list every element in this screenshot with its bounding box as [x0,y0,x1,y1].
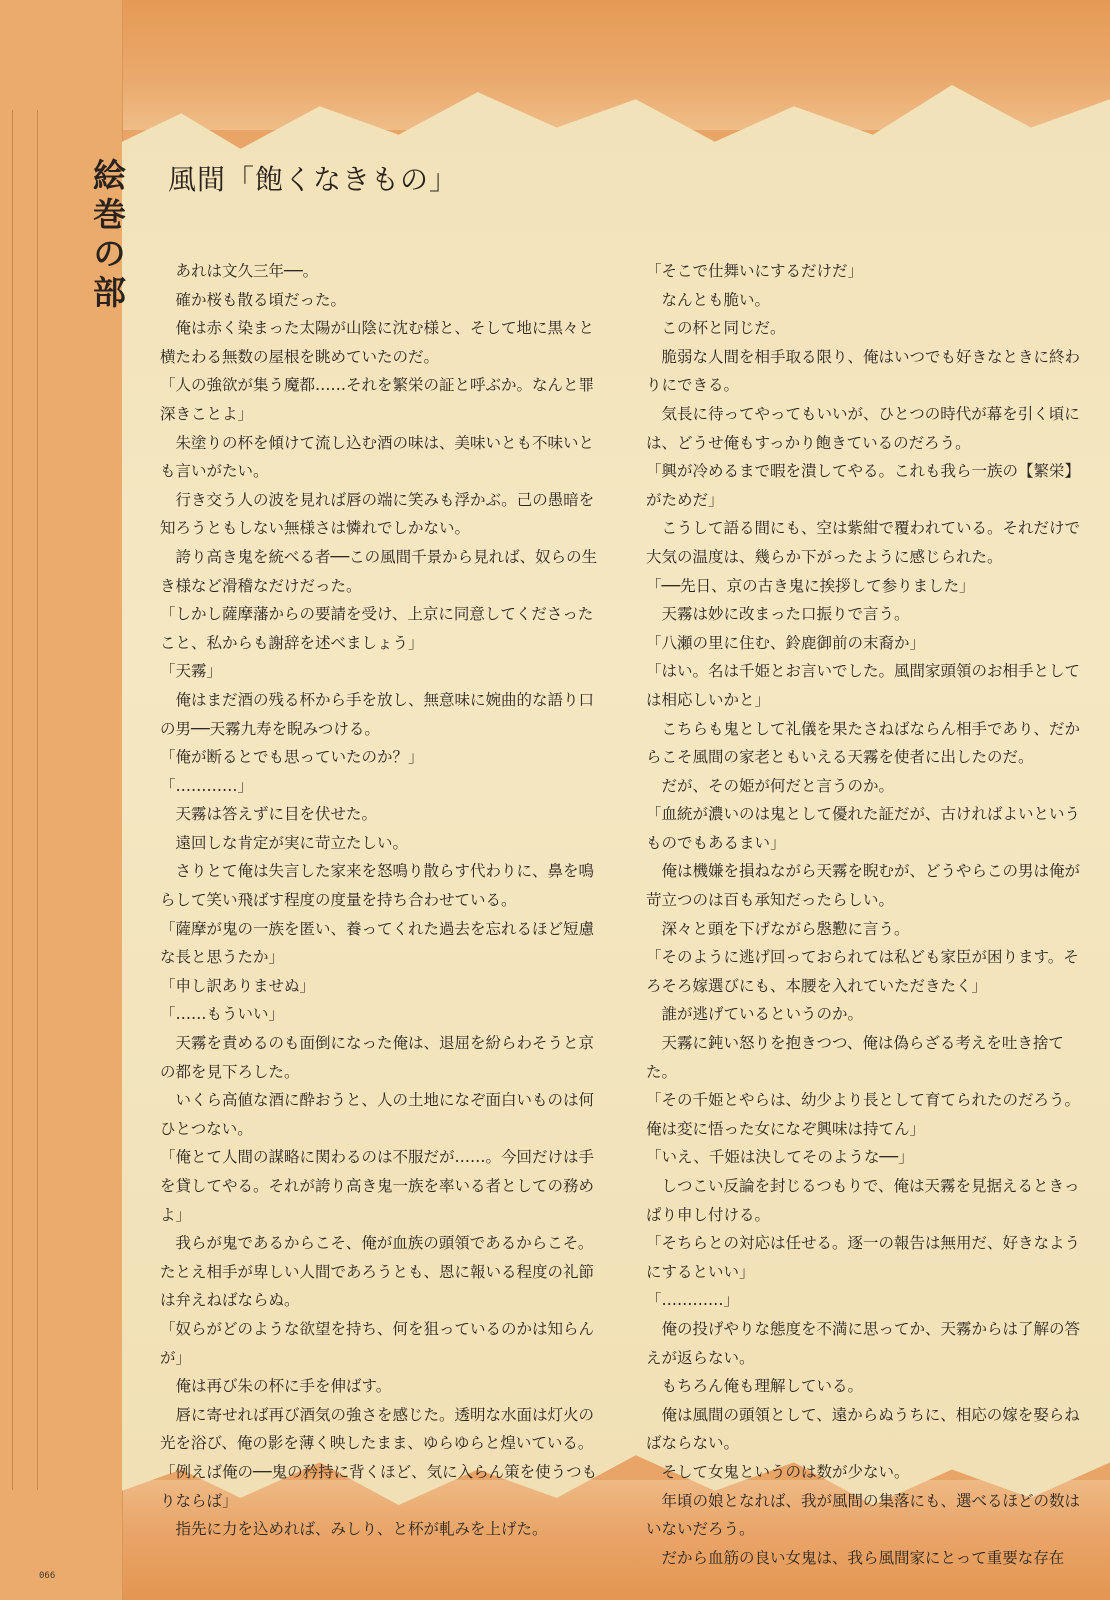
paragraph: なんとも脆い。 [646,290,771,309]
paragraph: 俺はまだ酒の残る杯から手を放し、無意味に婉曲的な語り口の男──天霧九寿を睨みつける。 [160,690,595,738]
paragraph: 「俺が断るとでも思っていたのか？」 [160,748,424,767]
paragraph: あれは文久三年──。 [160,262,319,280]
paragraph: 年頃の娘となれば、我が風間の集落にも、選べるほどの数はいないだろう。 [646,1491,1081,1539]
paragraph: 天霧は答えずに目を伏せた。 [160,805,378,824]
paragraph: 「……もういい」 [160,1005,285,1024]
paragraph: 唇に寄せれば再び酒気の強さを感じた。透明な水面は灯火の光を浴び、俺の影を薄く映したまま、ゆらゆらと煌いている。 [160,1405,595,1453]
paragraph: 「…………」 [160,776,254,795]
paragraph: 遠回しな肯定が実に苛立たしい。 [160,833,409,852]
paragraph: この杯と同じだ。 [646,319,786,338]
paragraph: 「例えば俺の──鬼の矜持に背くほど、気に入らん策を使うつもりならば」 [160,1462,598,1510]
paragraph: こうして語る間にも、空は紫紺で覆われている。それだけで大気の温度は、幾らか下がったように感じられた。 [646,519,1081,566]
paragraph: 「申し訳ありませぬ」 [160,976,316,995]
paragraph: 天霧に鈍い怒りを抱きつつ、俺は偽らざる考えを吐き捨てた。 [646,1034,1064,1081]
paragraph: 俺は風間の頭領として、遠からぬうちに、相応の嫁を娶らねばならない。 [646,1405,1080,1453]
paragraph: 天霧を責めるのも面倒になった俺は、退屈を紛らわそうと京の都を見下ろした。 [160,1034,595,1081]
paragraph: 「そのように逃げ回っておられては私ども家臣が困ります。そろそろ嫁選びにも、本腰を入れていただきたく」 [646,948,1079,995]
paragraph: 「──先日、京の古き鬼に挨拶して参りました」 [646,576,975,595]
paragraph: 「人の強欲が集う魔都……それを繁栄の証と呼ぶか。なんと罪深きことよ」 [160,376,595,423]
paragraph: 「興が冷めるまで暇を潰してやる。これも我ら一族の【繁栄】がためだ」 [646,462,1081,509]
text-column-left [160,257,600,1544]
paragraph: 深々と頭を下げながら慇懃に言う。 [646,919,910,938]
paragraph: 脆弱な人間を相手取る限り、俺はいつでも好きなときに終わりにできる。 [646,347,1081,395]
paragraph: 「天霧」 [160,662,223,681]
paragraph: だから血筋の良い女鬼は、我ら風間家にとって重要な存在 [646,1548,1065,1567]
paragraph: 行き交う人の波を見れば唇の端に笑みも浮かぶ。己の愚暗を知ろうともしない無様さは憐れでしかない。 [160,490,595,538]
paragraph: 確か桜も散る頃だった。 [160,290,347,309]
paragraph: 「その千姫とやらは、幼少より長として育てられたのだろう。俺は変に悟った女になぞ興味は持てん」 [646,1091,1081,1138]
paragraph: 「そこで仕舞いにするだけだ」 [646,262,864,280]
page-number: 066 [39,1571,56,1581]
paragraph: 俺は再び朱の杯に手を伸ばす。 [160,1377,392,1396]
paragraph: いくら高値な酒に酔おうと、人の土地になぞ面白いものは何ひとつない。 [160,1091,595,1138]
paragraph: そして女鬼というのは数が少ない。 [646,1462,910,1481]
paragraph: こちらも鬼として礼儀を果たさねばならん相手であり、だからこそ風間の家老ともいえる天霧を使者に出したのだ。 [646,719,1081,767]
paragraph: 「俺とて人間の謀略に関わるのは不服だが……。今回だけは手を貸してやる。それが誇り高き鬼一族を率いる者としての務めよ」 [160,1148,595,1224]
paragraph: 朱塗りの杯を傾けて流し込む酒の味は、美味いとも不味いとも言いがたい。 [160,433,595,481]
paragraph: 俺の投げやりな態度を不満に思ってか、天霧からは了解の答えが返らない。 [646,1319,1081,1367]
paragraph: 天霧は妙に改まった口振りで言う。 [646,605,910,624]
paragraph: 誇り高き鬼を統べる者──この風間千景から見れば、奴らの生き様など滑稽なだけだった。 [160,547,598,595]
margin-rule-lines [12,110,38,1490]
paragraph: しつこい反論を封じるつもりで、俺は天霧を見据えるときっぱり申し付ける。 [646,1177,1080,1224]
paragraph: 「いえ、千姫は決してそのような──」 [646,1148,914,1167]
text-column-right [646,257,1086,1572]
paragraph: もちろん俺も理解している。 [646,1377,864,1396]
paragraph: 「しかし薩摩藩からの要請を受け、上京に同意してくださったこと、私からも謝辞を述べましょう」 [160,605,594,652]
paragraph: 「八瀬の里に住む、鈴鹿御前の末裔か」 [646,633,926,652]
paragraph: 指先に力を込めれば、みしり、と杯が軋みを上げた。 [160,1520,548,1539]
paragraph: 「薩摩が鬼の一族を匿い、養ってくれた過去を忘れるほど短慮な長と思うたか」 [160,919,595,967]
paragraph: 「奴らがどのような欲望を持ち、何を狙っているのかは知らんが」 [160,1319,595,1367]
paragraph: 「…………」 [646,1291,740,1310]
paragraph: 誰が逃げているというのか。 [646,1005,864,1024]
paragraph: だが、その姫が何だと言うのか。 [646,776,895,795]
paragraph: 「はい。名は千姫とお言いでした。風間家頭領のお相手としては相応しいかと」 [646,662,1081,709]
paragraph: 我らが鬼であるからこそ、俺が血族の頭領であるからこそ。たとえ相手が卑しい人間であろうとも、恩に報いる程度の礼節は弁えねばならぬ。 [160,1234,595,1310]
paragraph: 俺は機嫌を損ねながら天霧を睨むが、どうやらこの男は俺が苛立つのは百も承知だったらしい。 [646,862,1081,910]
paragraph: 「血統が濃いのは鬼として優れた証だが、古ければよいというものでもあるまい」 [646,805,1081,852]
story-title: 風間「飽くなきもの」 [168,163,459,196]
paragraph: 「そちらとの対応は任せる。逐一の報告は無用だ、好きなようにするといい」 [646,1234,1081,1281]
paragraph: 俺は赤く染まった太陽が山陰に沈む様と、そして地に黒々と横たわる無数の屋根を眺めていたのだ。 [160,319,595,366]
section-title: 絵巻の部 [88,158,127,314]
paragraph: 気長に待ってやってもいいが、ひとつの時代が幕を引く頃には、どうせ俺もすっかり飽きているのだろう。 [646,404,1080,452]
paragraph: さりとて俺は失言した家来を怒鳴り散らす代わりに、鼻を鳴らして笑い飛ばす程度の度量を持ち合わせている。 [160,862,595,910]
